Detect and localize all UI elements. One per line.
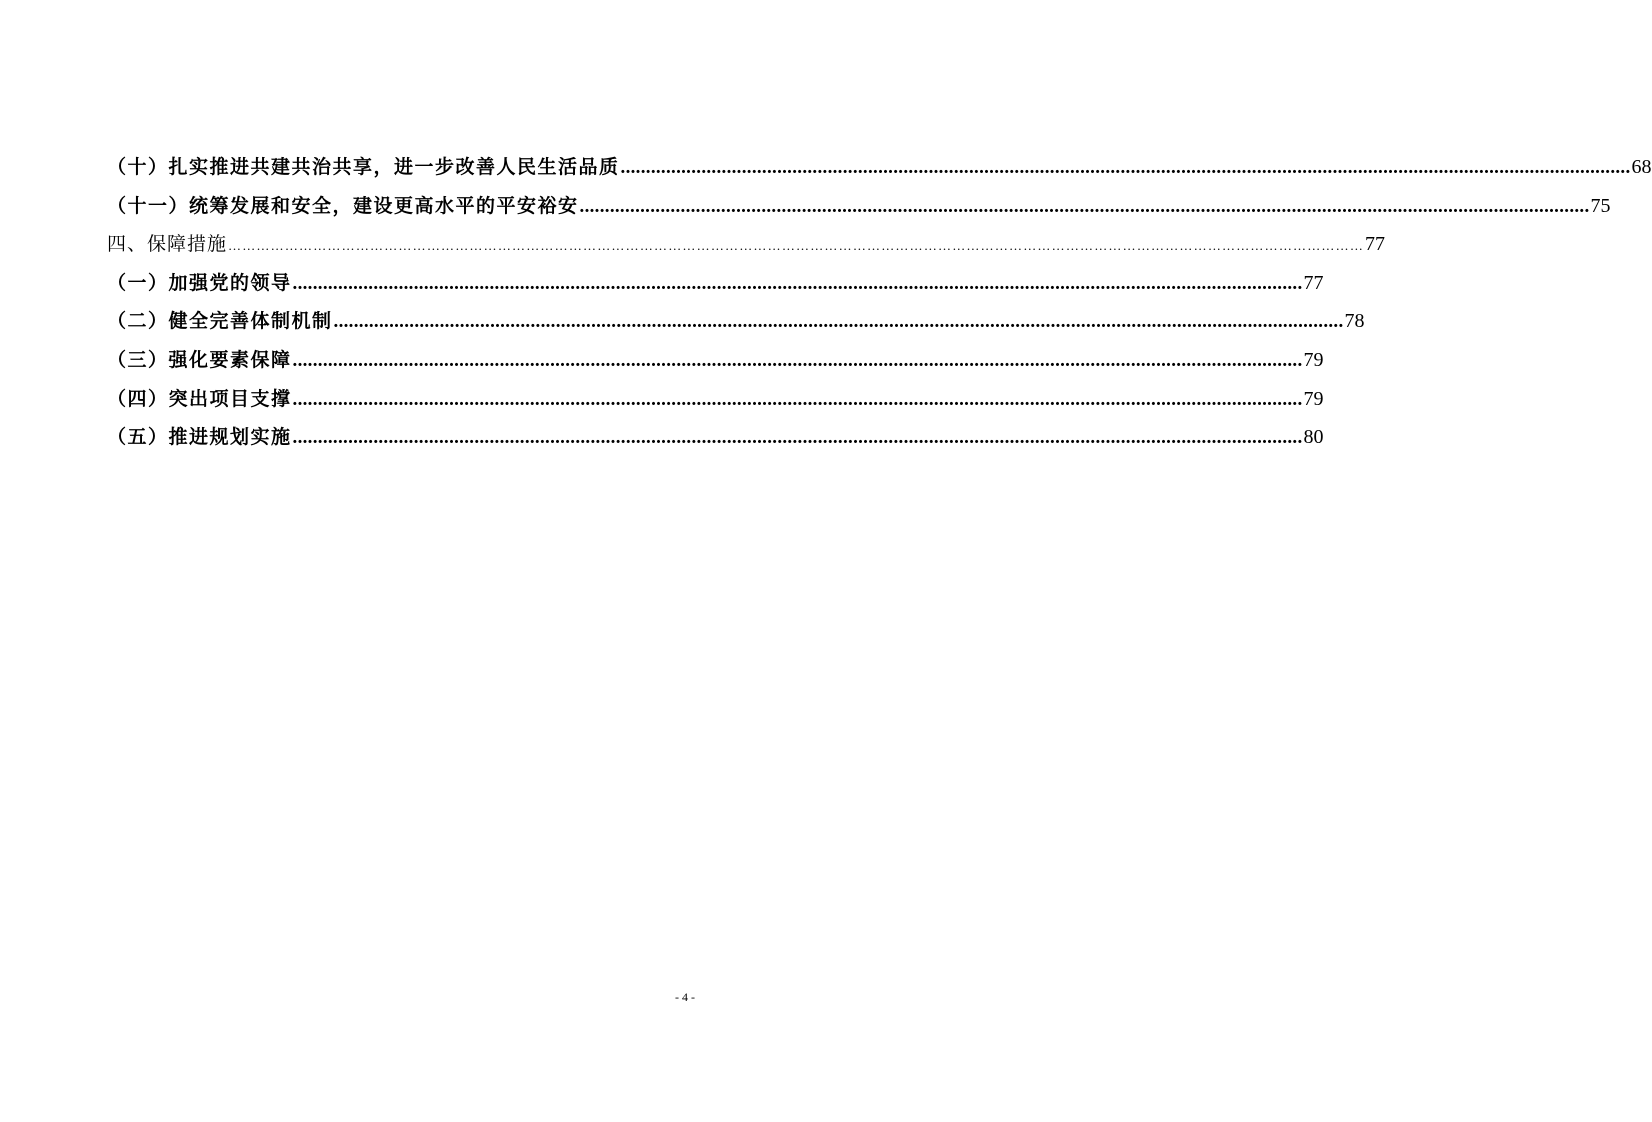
toc-entry-page: 68 xyxy=(1631,156,1652,178)
toc-entry-title: 四、保障措施 xyxy=(107,233,228,256)
toc-entry-title: （四）突出项目支撑 xyxy=(107,387,292,410)
dot-leader: ........................................................................................................................................................................................................ xyxy=(333,311,1344,333)
toc-entry[interactable] xyxy=(107,148,1652,187)
toc-entry[interactable] xyxy=(107,418,1324,457)
toc-entry[interactable] xyxy=(107,187,1611,226)
dot-leader: …………………………………………………………………………………………………………………………………………………………………………………………………………………… xyxy=(228,238,1365,254)
toc-entry-title: （一）加强党的领导 xyxy=(107,271,292,294)
toc-entry[interactable] xyxy=(107,225,1386,264)
table-of-contents xyxy=(107,148,1652,457)
dot-leader: ........................................................................................................................................................................................................ xyxy=(292,349,1303,371)
toc-entry[interactable] xyxy=(107,380,1324,419)
toc-entry-title: （十一）统筹发展和安全，建设更高水平的平安裕安 xyxy=(107,194,579,217)
dot-leader: ........................................................................................................................................................................................................ xyxy=(620,157,1631,178)
toc-entry-page: 78 xyxy=(1344,310,1365,333)
toc-entry-page: 77 xyxy=(1303,271,1324,294)
toc-entry[interactable] xyxy=(107,264,1324,303)
dot-leader: ........................................................................................................................................................................................................ xyxy=(292,427,1303,449)
toc-entry-title: （二）健全完善体制机制 xyxy=(107,310,333,333)
toc-entry-page: 79 xyxy=(1303,387,1324,410)
page-number: - 4 - xyxy=(675,990,695,1004)
toc-entry-title: （三）强化要素保障 xyxy=(107,348,292,371)
toc-entry-page: 77 xyxy=(1365,233,1386,256)
toc-entry-title: （五）推进规划实施 xyxy=(107,426,292,449)
toc-entry-page: 80 xyxy=(1303,426,1324,449)
dot-leader: ........................................................................................................................................................................................................ xyxy=(292,388,1303,410)
toc-entry-page: 79 xyxy=(1303,348,1324,371)
toc-entry[interactable] xyxy=(107,302,1365,341)
toc-entry-title: （十）扎实推进共建共治共享，进一步改善人民生活品质 xyxy=(107,156,620,178)
dot-leader: ........................................................................................................................................................................................................ xyxy=(579,195,1590,217)
toc-entry-page: 75 xyxy=(1590,194,1611,217)
toc-entry[interactable] xyxy=(107,341,1324,380)
dot-leader: ........................................................................................................................................................................................................ xyxy=(292,272,1303,294)
